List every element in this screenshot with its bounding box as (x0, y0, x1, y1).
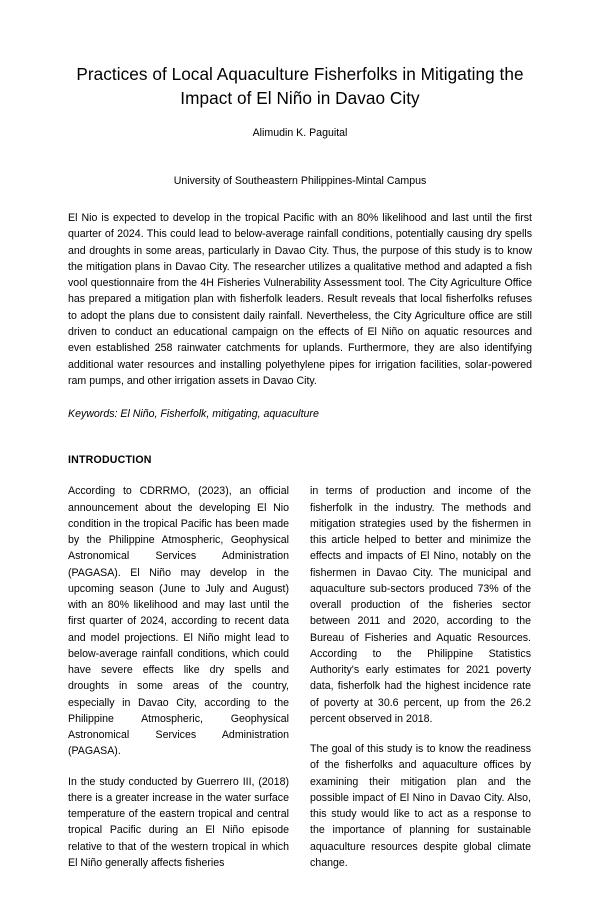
title-block (68, 0, 532, 188)
keywords-line: Keywords: El Niño, Fisherfolk, mitigating, aquaculture (68, 408, 319, 421)
body-column-right (310, 483, 531, 871)
page-title: Practices of Local Aquaculture Fisherfolks in Mitigating the Impact of El Niño in Davao City (76, 64, 524, 108)
abstract-text: El Nio is expected to develop in the tropical Pacific with an 80% likelihood and last until the first quarter of 2024. This could lead to below-average rainfall conditions, potentially causing dry spells and droughts in some areas, particularly in Davao City. Thus, the purpose of this study is to know the mitigation plans in Davao City. The researcher utilizes a qualitative method and adapted a fish vool questionnaire from the 4H Fisheries Vulnerability Assessment tool. The City Agriculture Office has prepared a mitigation plan with fisherfolk leaders. Result reveals that local fisherfolks refuses to adopt the plans due to consistent daily rainfall. Nevertheless, the City Agriculture office are still driven to conduct an educational campaign on the effects of El Niño on aquatic resources and even established 258 rainwater catchments for uplands. Furthermore, they are also identifying additional water resources and installing polyethylene pipes for irrigation facilities, solar-powered ram pumps, and other irrigation assets in Davao City. (68, 212, 532, 387)
body-paragraph: According to CDRRMO, (2023), an official announcement about the developing El Nio condition in the tropical Pacific has been made by the Philippine Atmospheric, Geophysical Astronomical Services Administration (PAGASA). El Niño may develop in the upcoming season (June to July and August) with an 80% likelihood and may last until the first quarter of 2024, according to recent data and model projections. El Niño might lead to below-average rainfall conditions, which could have severe effects like dry spells and droughts in some areas of the country, especially in Davao City, according to the Philippine Atmospheric, Geophysical Astronomical Services Administration (PAGASA). (68, 485, 289, 758)
body-paragraph: in terms of production and income of the fisherfolk in the industry. The methods and mitigation strategies used by the fishermen in this article helped to better and minimize the effects and impacts of El Nino, notably on the fishermen in Davao City. The municipal and aquaculture sub-sectors produced 73% of the overall production of the fisheries sector between 2011 and 2020, according to the Bureau of Fisheries and Aquatic Resources. According to the Philippine Statistics Authority's early estimates for 2021 poverty data, fisherfolk had the highest incidence rate of poverty at 30.6 percent, up from the 26.2 percent observed in 2018. (310, 485, 531, 725)
body-column-left (68, 483, 289, 871)
body-paragraph: The goal of this study is to know the readiness of the fisherfolks and aquaculture offices by examining their mitigation plan and the possible impact of El Nino in Davao City. Also, this study would like to act as a response to the importance of planning for sustainable aquaculture resources despite global climate change. (310, 743, 531, 869)
body-paragraph: In the study conducted by Guerrero III, (2018) there is a greater increase in the water surface temperature of the eastern tropical and central tropical Pacific during an El Niño episode relative to that of the western tropical in which El Niño generally affects fisheries (68, 775, 289, 869)
author-affiliation: University of Southeastern Philippines-Mintal Campus (173, 175, 427, 187)
author-name: Alimudin K. Paguital (252, 127, 348, 139)
two-column-body (68, 483, 532, 871)
section-heading-introduction: INTRODUCTION (68, 454, 152, 467)
